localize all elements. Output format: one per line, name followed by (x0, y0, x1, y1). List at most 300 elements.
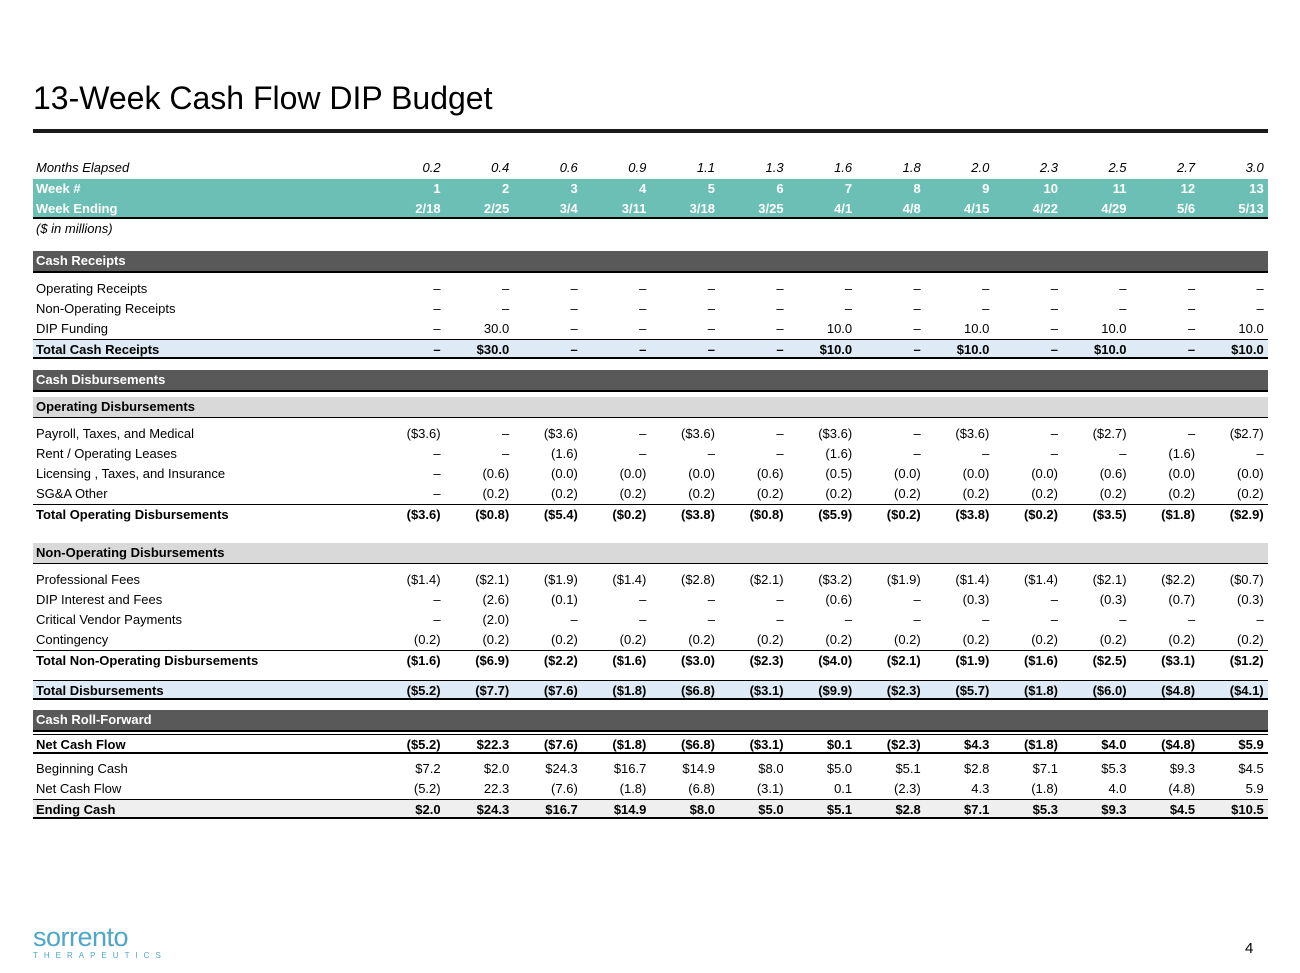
non-operating-row-value: – (844, 612, 853, 627)
total-operating-disbursements-row-value: ($0.2) (993, 504, 1062, 524)
total-non-operating-disbursements-row-value: ($4.0) (788, 650, 857, 670)
operating-row-value: (0.2) (1236, 486, 1264, 501)
non-operating-row-value: ($3.2) (818, 572, 853, 587)
roll-forward-row-label: Beginning Cash (36, 761, 128, 776)
roll-forward-row-value: $4.5 (1238, 761, 1264, 776)
subsection-non-operating-disbursements: Non-Operating Disbursements (33, 543, 1268, 564)
receipt-row-value: – (982, 301, 990, 316)
non-operating-row-value: (0.3) (1099, 592, 1127, 607)
roll-forward-row-value: $7.2 (415, 761, 441, 776)
operating-row-label: Rent / Operating Leases (36, 446, 177, 461)
receipt-row-value: – (501, 281, 510, 296)
roll-forward-row-value: 5.9 (1245, 781, 1264, 796)
non-operating-row-value: (0.2) (482, 632, 510, 647)
roll-forward-row-value: (2.3) (894, 781, 921, 796)
roll-forward-row-value: 4.3 (971, 781, 990, 796)
net-cash-flow-row-value: ($4.8) (1131, 734, 1200, 754)
total-cash-receipts-row-value: $10.0 (788, 339, 857, 359)
non-operating-row-value: ($2.2) (1161, 572, 1196, 587)
roll-forward-row-value: (3.1) (756, 781, 784, 796)
receipt-row-value: – (501, 301, 510, 316)
total-disbursements-row-value: ($6.8) (650, 680, 719, 700)
operating-row-value: ($3.6) (543, 426, 578, 441)
operating-row-value: – (433, 446, 441, 461)
receipt-row-value: – (913, 281, 921, 296)
net-cash-flow-row-value: $5.9 (1199, 734, 1268, 754)
receipt-row-value: – (639, 321, 647, 336)
week-number-row-value: 6 (719, 179, 788, 199)
net-cash-flow-row-value: $4.0 (1062, 734, 1131, 754)
months-elapsed-row-value: 1.3 (765, 160, 784, 175)
receipt-row-value: – (913, 321, 921, 336)
ending-cash-row-value: $2.0 (376, 799, 445, 819)
receipt-row-value: – (1187, 281, 1196, 296)
months-elapsed-row-value: 1.1 (696, 160, 715, 175)
receipt-row-value: 10.0 (964, 321, 990, 336)
operating-row-value: – (1256, 446, 1264, 461)
total-cash-receipts-row-value: – (513, 339, 582, 359)
week-ending-row-value: 5/13 (1199, 199, 1268, 219)
total-cash-receipts-row-value: – (856, 339, 925, 359)
net-cash-flow-row-value: $22.3 (445, 734, 514, 754)
non-operating-row-value: – (982, 612, 990, 627)
receipt-row-value: – (844, 301, 853, 316)
total-cash-receipts-row-value: – (719, 339, 788, 359)
total-non-operating-disbursements-row-value: ($1.6) (582, 650, 651, 670)
roll-forward-row-value: $2.8 (964, 761, 990, 776)
non-operating-row-value: – (913, 612, 921, 627)
total-cash-receipts-row-value: – (1131, 339, 1200, 359)
receipt-row-value: – (1187, 321, 1196, 336)
non-operating-row-value: ($1.4) (406, 572, 441, 587)
roll-forward-row-value: $5.3 (1101, 761, 1127, 776)
operating-row-value: – (776, 446, 784, 461)
receipt-row-value: – (1050, 281, 1058, 296)
total-cash-receipts-row-value: $10.0 (1062, 339, 1131, 359)
receipt-row-value: 10.0 (826, 321, 853, 336)
logo-tagline: THERAPEUTICS (33, 951, 167, 960)
receipt-row-value: – (707, 301, 715, 316)
ending-cash-row-value: $7.1 (925, 799, 994, 819)
receipt-row-value: – (776, 281, 784, 296)
roll-forward-row-value: 4.0 (1108, 781, 1127, 796)
operating-row-value: – (1187, 426, 1196, 441)
roll-forward-row-value: (4.8) (1168, 781, 1196, 796)
operating-row-label: Licensing , Taxes, and Insurance (36, 466, 226, 481)
non-operating-row-value: (0.2) (894, 632, 921, 647)
non-operating-row-value: – (707, 592, 715, 607)
week-number-row-value: 13 (1199, 179, 1268, 199)
receipt-row-value: 30.0 (483, 321, 510, 336)
total-operating-disbursements-row-value: ($0.2) (582, 504, 651, 524)
ending-cash-row-value: $4.5 (1131, 799, 1200, 819)
roll-forward-row-value: $5.0 (826, 761, 853, 776)
week-ending-row-value: 2/18 (376, 199, 445, 219)
week-number-row-value: 7 (788, 179, 857, 199)
receipt-row-value: – (433, 301, 441, 316)
months-elapsed-row-value: 0.6 (559, 160, 578, 175)
operating-row-value: ($2.7) (1229, 426, 1264, 441)
operating-row-value: – (913, 446, 921, 461)
months-elapsed-row-value: 0.9 (628, 160, 647, 175)
section-cash-receipts: Cash Receipts (33, 251, 1268, 273)
receipt-row-value: – (776, 321, 784, 336)
roll-forward-row-value: (1.8) (1031, 781, 1058, 796)
receipt-row-value: – (639, 281, 647, 296)
total-non-operating-disbursements-row-value: ($2.1) (856, 650, 925, 670)
receipt-row-value: – (1256, 301, 1264, 316)
roll-forward-row-value: (5.2) (413, 781, 441, 796)
roll-forward-row-value: $5.1 (895, 761, 921, 776)
non-operating-row-value: – (570, 612, 578, 627)
operating-row-value: (0.0) (619, 466, 647, 481)
net-cash-flow-row-label: Net Cash Flow (33, 734, 376, 754)
receipt-row-value: – (913, 301, 921, 316)
total-operating-disbursements-row-value: ($3.6) (376, 504, 445, 524)
receipt-row-value: – (707, 321, 715, 336)
non-operating-row-value: – (433, 612, 441, 627)
ending-cash-row-value: $10.5 (1199, 799, 1268, 819)
non-operating-row-value: – (776, 592, 784, 607)
non-operating-row-value: (0.6) (825, 592, 853, 607)
row-spacer (33, 700, 1268, 710)
operating-row-value: (0.6) (482, 466, 510, 481)
non-operating-row-value: (0.1) (551, 592, 578, 607)
non-operating-row-label: Professional Fees (36, 572, 141, 587)
non-operating-row-value: (0.2) (1236, 632, 1264, 647)
operating-row-value: (0.0) (962, 466, 990, 481)
non-operating-row-value: ($2.8) (681, 572, 715, 587)
non-operating-row-value: ($1.4) (612, 572, 647, 587)
total-disbursements-row-value: ($4.8) (1131, 680, 1200, 700)
total-disbursements-row-value: ($1.8) (993, 680, 1062, 700)
total-non-operating-disbursements-row-value: ($1.6) (993, 650, 1062, 670)
non-operating-row-value: – (707, 612, 715, 627)
operating-row-value: (1.6) (1168, 446, 1196, 461)
operating-row-value: – (1050, 426, 1058, 441)
receipt-row-value: 10.0 (1101, 321, 1127, 336)
non-operating-row-value: ($1.4) (1023, 572, 1058, 587)
operating-row-value: (0.2) (894, 486, 921, 501)
non-operating-row-value: – (1119, 612, 1127, 627)
operating-row-value: (0.2) (482, 486, 510, 501)
ending-cash-row-value: $14.9 (582, 799, 651, 819)
non-operating-row-value: ($2.1) (475, 572, 510, 587)
total-operating-disbursements-row-value: ($0.2) (856, 504, 925, 524)
operating-row-value: – (639, 446, 647, 461)
operating-row-value: (0.0) (688, 466, 715, 481)
total-operating-disbursements-row-value: ($3.8) (650, 504, 719, 524)
week-number-row-label: Week # (33, 179, 376, 199)
months-elapsed-row-value: 1.6 (834, 160, 853, 175)
operating-row-value: (0.0) (551, 466, 578, 481)
week-ending-row-value: 4/8 (856, 199, 925, 219)
operating-row-value: ($3.6) (681, 426, 715, 441)
week-ending-row-value: 4/22 (993, 199, 1062, 219)
row-spacer (33, 670, 1268, 680)
operating-row-value: (0.2) (619, 486, 647, 501)
company-logo (33, 923, 167, 960)
section-cash-roll-forward: Cash Roll-Forward (33, 710, 1268, 732)
total-cash-receipts-row-value: – (650, 339, 719, 359)
total-non-operating-disbursements-row-label: Total Non-Operating Disbursements (33, 650, 376, 670)
non-operating-row-value: (0.2) (1099, 632, 1127, 647)
logo-wordmark: sorrento (33, 922, 129, 952)
roll-forward-row-value: $7.1 (1032, 761, 1058, 776)
total-non-operating-disbursements-row-value: ($2.3) (719, 650, 788, 670)
total-non-operating-disbursements-row-value: ($3.0) (650, 650, 719, 670)
non-operating-row-value: (0.2) (1031, 632, 1058, 647)
non-operating-row-value: ($1.9) (886, 572, 921, 587)
non-operating-row-label: DIP Interest and Fees (36, 592, 163, 607)
total-cash-receipts-row-value: $10.0 (1199, 339, 1268, 359)
receipt-row-value: – (433, 281, 441, 296)
total-disbursements-row-value: ($1.8) (582, 680, 651, 700)
non-operating-row-value: – (776, 612, 784, 627)
operating-row-value: – (707, 446, 715, 461)
receipt-row-value: – (1119, 281, 1127, 296)
roll-forward-row-value: (6.8) (688, 781, 715, 796)
operating-row-value: – (982, 446, 990, 461)
total-operating-disbursements-row-value: ($5.4) (513, 504, 582, 524)
operating-row-value: – (1050, 446, 1058, 461)
total-operating-disbursements-row-value: ($3.8) (925, 504, 994, 524)
operating-row-value: (0.2) (1031, 486, 1058, 501)
week-ending-row-value: 4/1 (788, 199, 857, 219)
units-note: ($ in millions) (36, 221, 113, 236)
week-ending-row-value: 3/25 (719, 199, 788, 219)
total-non-operating-disbursements-row-value: ($6.9) (445, 650, 514, 670)
operating-row-value: (0.2) (962, 486, 990, 501)
roll-forward-row-value: $8.0 (758, 761, 784, 776)
operating-row-value: – (639, 426, 647, 441)
months-elapsed-row-value: 2.5 (1108, 160, 1127, 175)
operating-row-label: Payroll, Taxes, and Medical (36, 426, 195, 441)
non-operating-row-value: – (1256, 612, 1264, 627)
operating-row-value: – (1119, 446, 1127, 461)
roll-forward-row-value: $24.3 (545, 761, 578, 776)
operating-row-value: (0.6) (756, 466, 784, 481)
operating-row-value: (0.0) (894, 466, 921, 481)
operating-row-value: ($3.6) (955, 426, 990, 441)
receipt-row-label: Operating Receipts (36, 281, 148, 296)
operating-row-value: – (433, 466, 441, 481)
week-number-row-value: 12 (1131, 179, 1200, 199)
receipt-row-label: DIP Funding (36, 321, 109, 336)
roll-forward-row-value: $2.0 (483, 761, 510, 776)
operating-row-value: – (913, 426, 921, 441)
ending-cash-row-value: $24.3 (445, 799, 514, 819)
receipt-row-value: – (1256, 281, 1264, 296)
months-elapsed-row-value: 0.4 (491, 160, 510, 175)
week-number-row-value: 4 (582, 179, 651, 199)
page-number: 4 (1245, 940, 1254, 957)
total-disbursements-row-value: ($3.1) (719, 680, 788, 700)
operating-row-value: (0.2) (551, 486, 578, 501)
months-elapsed-row-value: 1.8 (902, 160, 921, 175)
net-cash-flow-row-value: ($1.8) (993, 734, 1062, 754)
ending-cash-row-value: $5.0 (719, 799, 788, 819)
week-ending-row-value: 3/11 (582, 199, 651, 219)
total-cash-receipts-row-value: $10.0 (925, 339, 994, 359)
total-disbursements-row-value: ($5.7) (925, 680, 994, 700)
roll-forward-row-value: (7.6) (551, 781, 578, 796)
receipt-row-value: – (570, 301, 578, 316)
non-operating-row-value: (0.3) (1236, 592, 1264, 607)
net-cash-flow-row-value: $4.3 (925, 734, 994, 754)
non-operating-row-label: Contingency (36, 632, 109, 647)
subsection-operating-disbursements: Operating Disbursements (33, 397, 1268, 418)
non-operating-row-value: (0.2) (962, 632, 990, 647)
total-non-operating-disbursements-row-value: ($2.5) (1062, 650, 1131, 670)
receipt-row-value: – (1187, 301, 1196, 316)
months-elapsed-row-label: Months Elapsed (36, 160, 130, 175)
non-operating-row-value: – (913, 592, 921, 607)
non-operating-row-value: (0.3) (962, 592, 990, 607)
operating-row-value: (1.6) (825, 446, 853, 461)
row-spacer (33, 359, 1268, 370)
total-disbursements-row-value: ($4.1) (1199, 680, 1268, 700)
title-divider (33, 129, 1268, 133)
week-ending-row-value: 4/15 (925, 199, 994, 219)
ending-cash-row-value: $2.8 (856, 799, 925, 819)
week-ending-row-value: 2/25 (445, 199, 514, 219)
receipt-row-value: – (844, 281, 853, 296)
week-number-row-value: 9 (925, 179, 994, 199)
non-operating-row-value: – (1050, 612, 1058, 627)
cash-flow-table (33, 158, 1268, 819)
non-operating-row-value: – (433, 592, 441, 607)
roll-forward-row-value: (1.8) (619, 781, 647, 796)
receipt-row-value: – (776, 301, 784, 316)
operating-row-value: (0.0) (1031, 466, 1058, 481)
ending-cash-row-value: $9.3 (1062, 799, 1131, 819)
non-operating-row-value: (2.6) (482, 592, 510, 607)
ending-cash-row-value: $8.0 (650, 799, 719, 819)
week-ending-row-label: Week Ending (33, 199, 376, 219)
total-cash-receipts-row-value: – (993, 339, 1062, 359)
total-disbursements-row-value: ($7.6) (513, 680, 582, 700)
operating-row-value: – (433, 486, 441, 501)
operating-row-value: ($3.6) (818, 426, 853, 441)
total-cash-receipts-row-value: – (376, 339, 445, 359)
row-spacer (33, 239, 1268, 251)
total-non-operating-disbursements-row-value: ($2.2) (513, 650, 582, 670)
operating-row-value: (0.2) (1168, 486, 1196, 501)
total-operating-disbursements-row-value: ($0.8) (445, 504, 514, 524)
non-operating-row-value: ($2.1) (1092, 572, 1127, 587)
months-elapsed-row-value: 2.0 (971, 160, 990, 175)
net-cash-flow-row-value: ($2.3) (856, 734, 925, 754)
roll-forward-row-label: Net Cash Flow (36, 781, 122, 796)
receipt-row-value: – (570, 321, 578, 336)
total-operating-disbursements-row-value: ($1.8) (1131, 504, 1200, 524)
week-number-row-value: 10 (993, 179, 1062, 199)
operating-row-value: (0.2) (825, 486, 853, 501)
total-cash-receipts-row-value: – (582, 339, 651, 359)
roll-forward-row-value: 22.3 (483, 781, 510, 796)
receipt-row-value: – (982, 281, 990, 296)
total-non-operating-disbursements-row-value: ($1.2) (1199, 650, 1268, 670)
net-cash-flow-row-value: ($7.6) (513, 734, 582, 754)
receipt-row-value: – (707, 281, 715, 296)
operating-row-value: (0.2) (688, 486, 715, 501)
non-operating-row-value: (0.2) (756, 632, 784, 647)
operating-row-value: (0.2) (1099, 486, 1127, 501)
net-cash-flow-row-value: ($3.1) (719, 734, 788, 754)
total-disbursements-row-value: ($7.7) (445, 680, 514, 700)
receipt-row-value: – (1050, 321, 1058, 336)
total-operating-disbursements-row-value: ($3.5) (1062, 504, 1131, 524)
non-operating-row-value: (0.2) (688, 632, 715, 647)
operating-row-value: (1.6) (551, 446, 578, 461)
operating-row-value: – (501, 426, 510, 441)
week-ending-row-value: 5/6 (1131, 199, 1200, 219)
roll-forward-row-value: $9.3 (1169, 761, 1196, 776)
receipt-row-value: – (1050, 301, 1058, 316)
ending-cash-row-value: $5.3 (993, 799, 1062, 819)
operating-row-value: – (501, 446, 510, 461)
total-operating-disbursements-row-value: ($5.9) (788, 504, 857, 524)
operating-row-value: (0.6) (1099, 466, 1127, 481)
receipt-row-value: – (570, 281, 578, 296)
total-non-operating-disbursements-row-value: ($1.6) (376, 650, 445, 670)
operating-row-value: (0.5) (825, 466, 853, 481)
non-operating-row-value: (0.2) (825, 632, 853, 647)
week-number-row-value: 5 (650, 179, 719, 199)
total-cash-receipts-row-value: $30.0 (445, 339, 514, 359)
months-elapsed-row-value: 2.3 (1039, 160, 1058, 175)
receipt-row-value: – (433, 321, 441, 336)
roll-forward-row-value: $16.7 (613, 761, 647, 776)
non-operating-row-value: – (639, 612, 647, 627)
week-number-row-value: 3 (513, 179, 582, 199)
non-operating-row-value: (0.2) (413, 632, 441, 647)
receipt-row-label: Non-Operating Receipts (36, 301, 176, 316)
net-cash-flow-row-value: ($6.8) (650, 734, 719, 754)
operating-row-value: (0.0) (1168, 466, 1196, 481)
page-title: 13-Week Cash Flow DIP Budget (33, 80, 493, 116)
net-cash-flow-row-value: $0.1 (788, 734, 857, 754)
operating-row-value: ($2.7) (1092, 426, 1127, 441)
row-spacer (33, 524, 1268, 543)
week-ending-row-value: 4/29 (1062, 199, 1131, 219)
non-operating-row-value: (0.2) (551, 632, 578, 647)
total-disbursements-row-value: ($6.0) (1062, 680, 1131, 700)
section-cash-disbursements: Cash Disbursements (33, 370, 1268, 392)
non-operating-row-value: ($1.4) (955, 572, 990, 587)
non-operating-row-value: – (1050, 592, 1058, 607)
total-disbursements-row-value: ($2.3) (856, 680, 925, 700)
months-elapsed-row-value: 2.7 (1177, 160, 1196, 175)
total-operating-disbursements-row-value: ($0.8) (719, 504, 788, 524)
roll-forward-row-value: 0.1 (834, 781, 853, 796)
non-operating-row-value: (0.7) (1168, 592, 1196, 607)
operating-row-value: (0.0) (1236, 466, 1264, 481)
ending-cash-row-value: $5.1 (788, 799, 857, 819)
total-operating-disbursements-row-value: ($2.9) (1199, 504, 1268, 524)
non-operating-row-value: – (1187, 612, 1196, 627)
non-operating-row-value: ($2.1) (749, 572, 784, 587)
operating-row-label: SG&A Other (36, 486, 108, 501)
operating-row-value: ($3.6) (406, 426, 441, 441)
receipt-row-value: – (639, 301, 647, 316)
week-number-row-value: 2 (445, 179, 514, 199)
operating-row-value: – (776, 426, 784, 441)
total-disbursements-row-value: ($9.9) (788, 680, 857, 700)
non-operating-row-label: Critical Vendor Payments (36, 612, 182, 627)
net-cash-flow-row-value: ($1.8) (582, 734, 651, 754)
